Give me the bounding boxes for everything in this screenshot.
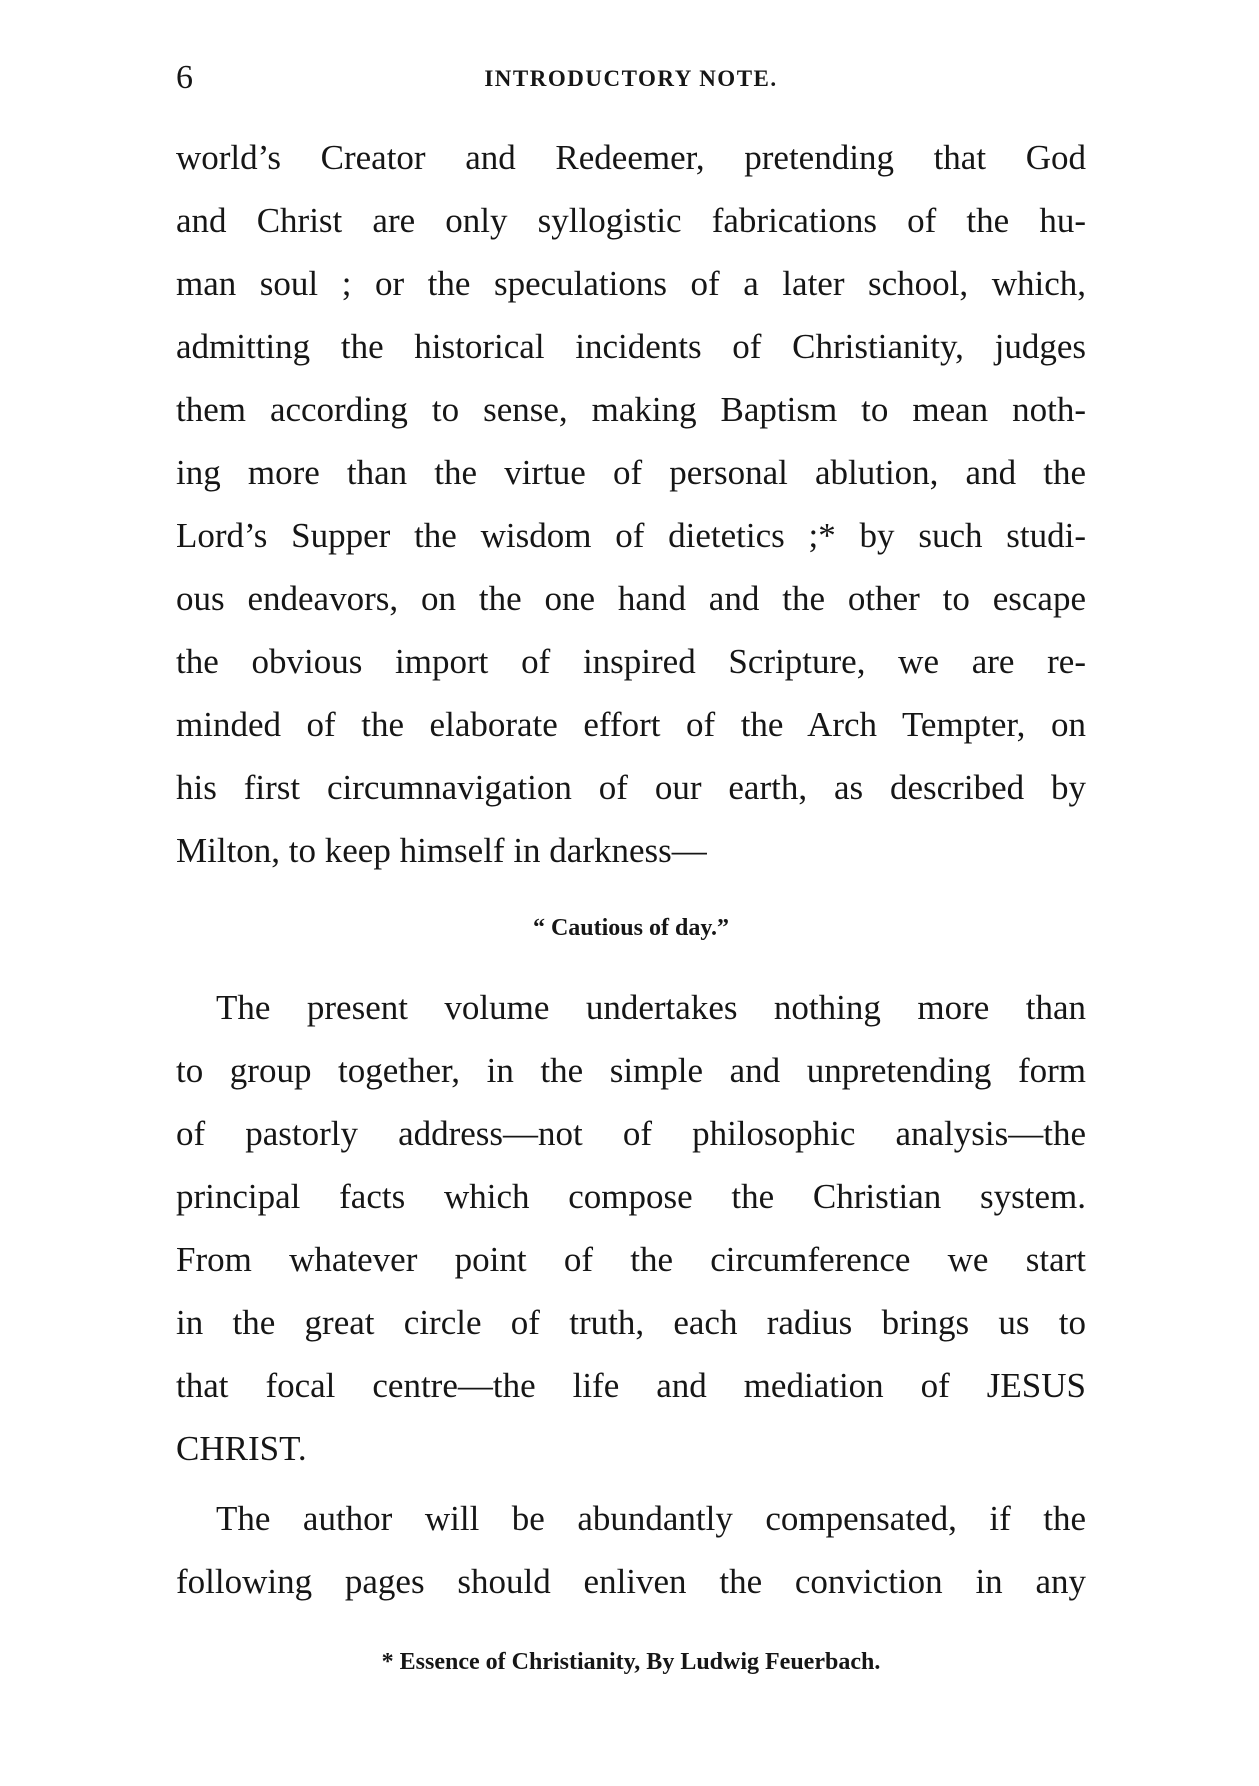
text-line: The author will be abundantly compensated, if the <box>216 1499 1086 1538</box>
text-line: man soul ; or the speculations of a later school, which, <box>176 264 1086 303</box>
text-line: to group together, in the simple and unpretending form <box>176 1051 1086 1090</box>
paragraph-3 <box>176 1487 1086 1613</box>
text-line: that focal centre—the life and mediation of JESUS <box>176 1366 1086 1405</box>
block-quotation: “ Cautious of day.” <box>532 915 730 941</box>
paragraph-2 <box>176 976 1086 1480</box>
paragraph-1 <box>176 126 1086 882</box>
text-line: minded of the elaborate effort of the Arch Tempter, on <box>176 705 1086 744</box>
text-line: following pages should enliven the conviction in any <box>176 1562 1086 1601</box>
text-line: ing more than the virtue of personal ablution, and the <box>176 453 1086 492</box>
text-line: principal facts which compose the Christian system. <box>176 1177 1086 1216</box>
running-head <box>176 58 1086 98</box>
text-line: The present volume undertakes nothing more than <box>216 988 1086 1027</box>
text-line: From whatever point of the circumference we start <box>176 1240 1086 1279</box>
text-line: in the great circle of truth, each radius brings us to <box>176 1303 1086 1342</box>
text-line: admitting the historical incidents of Christianity, judges <box>176 327 1086 366</box>
text-line: his first circumnavigation of our earth, as described by <box>176 768 1086 807</box>
text-line: of pastorly address—not of philosophic analysis—the <box>176 1114 1086 1153</box>
text-line: them according to sense, making Baptism to mean noth- <box>176 390 1086 429</box>
text-line: Lord’s Supper the wisdom of dietetics ;* by such studi- <box>176 516 1086 555</box>
page-number: 6 <box>176 59 193 96</box>
running-title: INTRODUCTORY NOTE. <box>484 66 778 91</box>
text-line: world’s Creator and Redeemer, pretending that God <box>176 138 1086 177</box>
text-line: and Christ are only syllogistic fabrications of the hu- <box>176 201 1086 240</box>
text-line: Milton, to keep himself in darkness— <box>176 831 707 870</box>
text-line: the obvious import of inspired Scripture, we are re- <box>176 642 1086 681</box>
text-line: CHRIST. <box>176 1429 307 1468</box>
footnote: * Essence of Christianity, By Ludwig Feuerbach. <box>381 1649 881 1675</box>
text-line: ous endeavors, on the one hand and the other to escape <box>176 579 1086 618</box>
